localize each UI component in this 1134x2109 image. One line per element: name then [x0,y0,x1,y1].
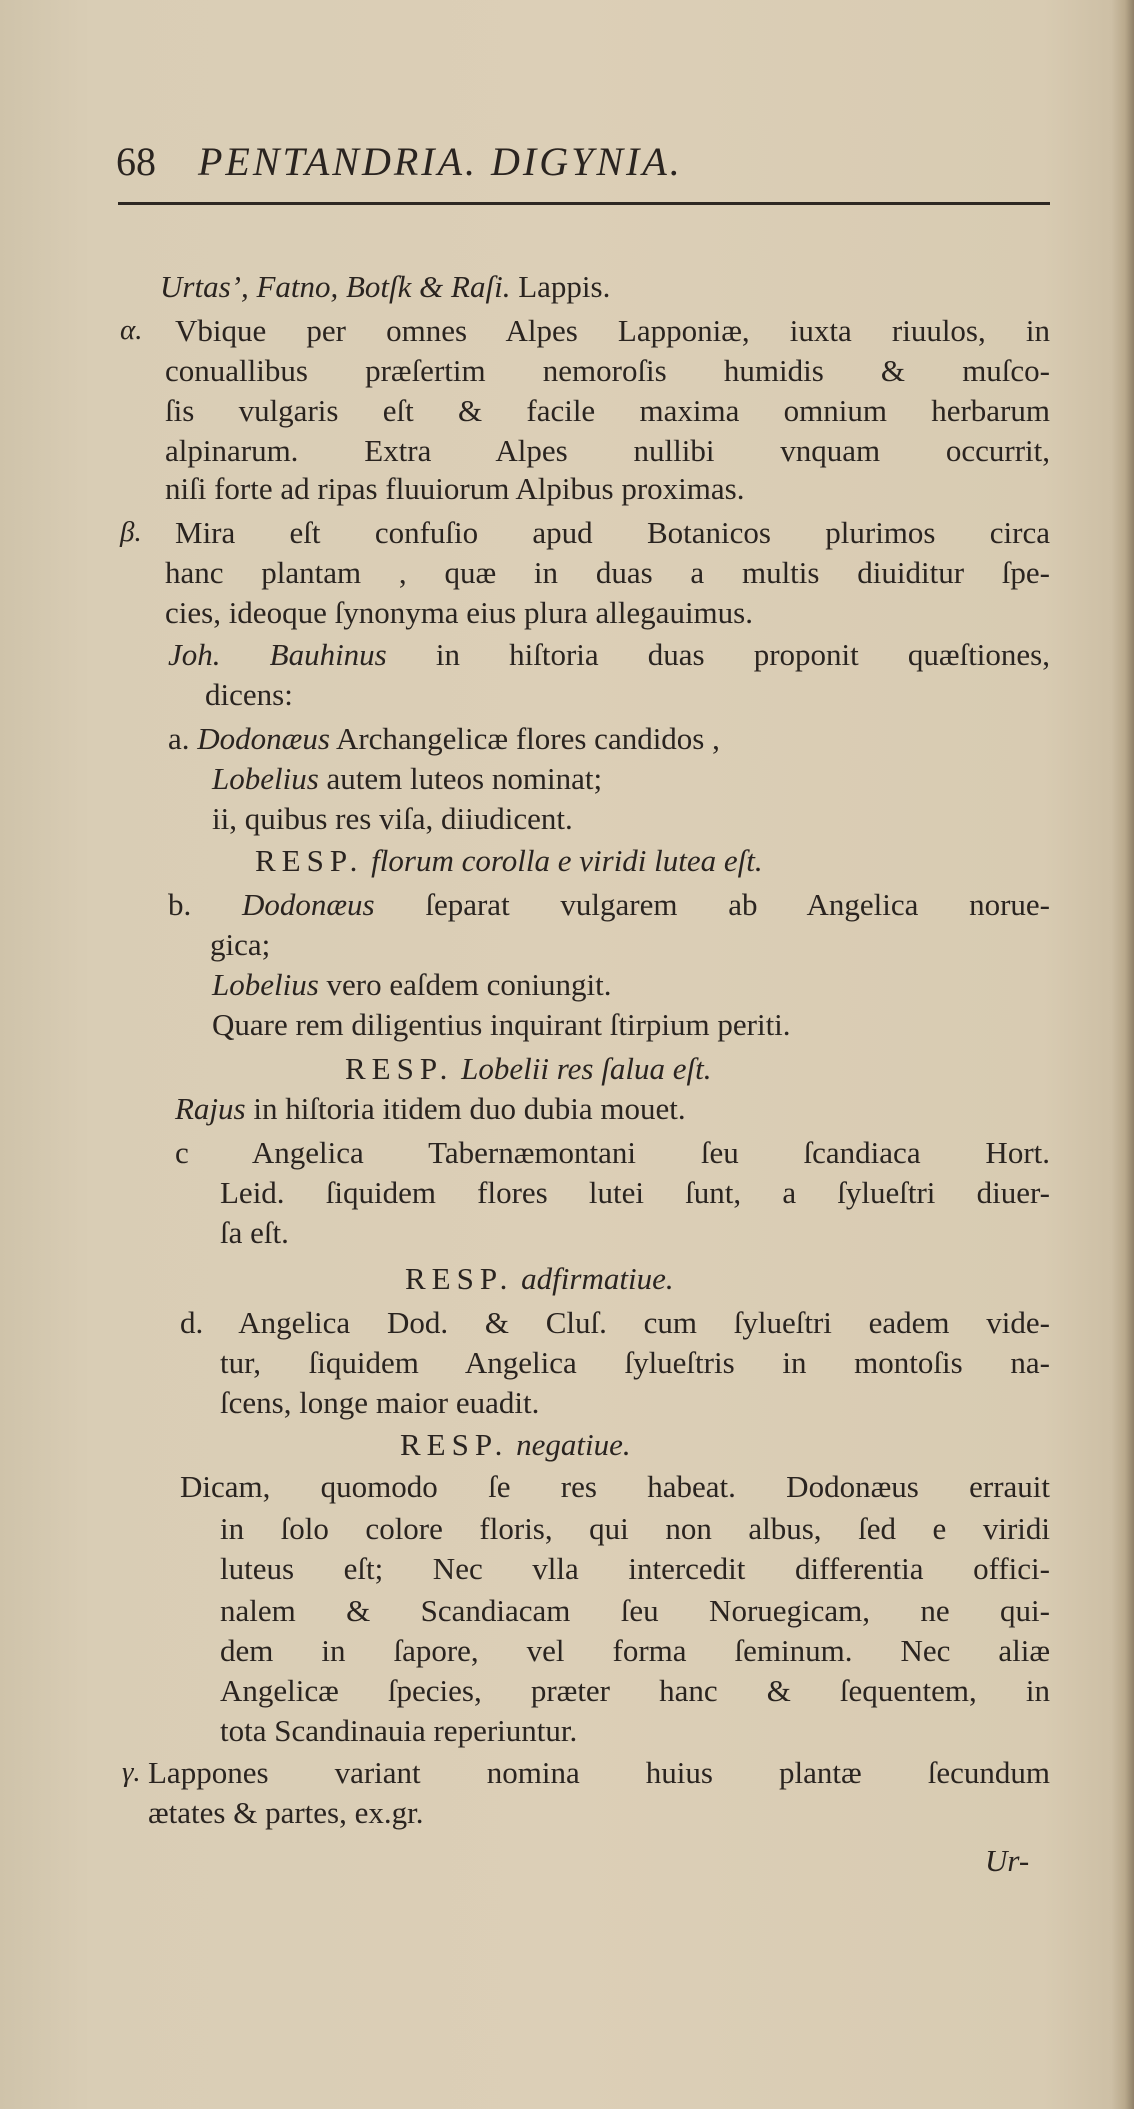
text-line [165,432,1050,470]
text-line [148,1754,1050,1792]
text-segment: Leid. ſiquidem flores lutei ſunt, a ſylueſtri diuer- [220,1175,1050,1210]
text-segment: dicens: [205,677,293,712]
text-segment: nalem & Scandiacam ſeu Noruegicam, ne qui- [220,1593,1050,1628]
text-line [168,886,1050,924]
header-rule [118,202,1050,205]
text-segment: vero eaſdem coniungit. [318,967,612,1002]
text-segment: ſis vulgaris eſt & facile maxima omnium herbarum [165,393,1050,428]
italic-text: Joh. Bauhinus [168,637,387,672]
text-line [168,720,720,758]
italic-text: Rajus [175,1091,246,1126]
text-line [212,800,573,838]
resp-label: RESP. [345,1051,454,1086]
text-segment: ii, quibus res viſa, diiudicent. [212,801,573,836]
paragraph-marker: γ. [122,1756,141,1788]
text-segment: alpinarum. Extra Alpes nullibi vnquam occurrit, [165,433,1050,468]
italic-text: Lobelius [212,967,319,1002]
resp-label: RESP. [400,1427,509,1462]
text-line [165,554,1050,592]
italic-text: negatiue. [508,1427,631,1462]
text-segment: Lappis. [510,269,611,304]
text-segment: gica; [210,927,271,962]
text-line [220,1510,1050,1548]
italic-text: Lobelii res ſalua eſt. [453,1051,712,1086]
text-line [165,352,1050,390]
resp-label: RESP. [255,843,364,878]
text-segment: cies, ideoque ſynonyma eius plura allegauimus. [165,595,753,630]
text-line [212,966,611,1004]
text-segment: d. Angelica Dod. & Cluſ. cum ſylueſtri eadem vide- [180,1305,1050,1340]
text-segment: ſcens, longe maior euadit. [220,1385,540,1420]
resp-label: RESP. [405,1261,514,1296]
text-segment: Angelicæ ſpecies, præter hanc & ſequentem, in [220,1673,1050,1708]
text-line [148,1794,424,1832]
text-segment: Mira eſt confuſio apud Botanicos plurimos circa [175,515,1050,550]
text-segment: Quare rem diligentius inquirant ſtirpium periti. [212,1007,791,1042]
text-line [220,1592,1050,1630]
text-segment: conuallibus præſertim nemoroſis humidis & muſco- [165,353,1050,388]
paragraph-marker: α. [120,314,143,346]
text-line [205,676,293,714]
text-segment: c Angelica Tabernæmontani ſeu ſcandiaca Hort. [175,1135,1050,1170]
running-title: PENTANDRIA. DIGYNIA. [198,139,683,184]
text-segment: in hiſtoria itidem duo dubia mouet. [245,1091,686,1126]
italic-text: Ur- [985,1843,1030,1878]
text-segment: Dicam, quomodo ſe res habeat. Dodonæus errauit [180,1469,1050,1504]
text-segment: tur, ſiquidem Angelica ſylueſtris in montoſis na- [220,1345,1050,1380]
italic-text: Dodonæus [197,721,330,756]
text-segment: ætates & partes, ex.gr. [148,1795,424,1830]
text-segment: autem luteos nominat; [318,761,603,796]
text-line [220,1632,1050,1670]
text-segment: tota Scandinauia reperiuntur. [220,1713,578,1748]
italic-text: florum corolla e viridi lutea eſt. [363,843,763,878]
text-line [220,1174,1050,1212]
text-line [210,926,270,964]
text-line [165,594,753,632]
text-line [212,760,602,798]
text-segment: ſa eſt. [220,1215,289,1250]
text-line [220,1672,1050,1710]
text-segment: hanc plantam , quæ in duas a multis diuiditur ſpe- [165,555,1050,590]
text-line [220,1344,1050,1382]
text-line [212,1006,791,1044]
text-segment: Lappones variant nomina huius plantæ ſecundum [148,1755,1050,1790]
italic-text: adfirmatiue. [513,1261,674,1296]
text-line [175,1134,1050,1172]
text-line [165,470,744,508]
text-segment: a. [168,721,198,756]
text-segment: luteus eſt; Nec vlla intercedit differentia offici- [220,1551,1050,1586]
text-line [220,1214,289,1252]
text-segment: in ſolo colore floris, qui non albus, ſed e viridi [220,1511,1050,1546]
text-line [400,1426,631,1464]
text-line [160,268,610,306]
text-line [180,1304,1050,1342]
text-line [220,1384,539,1422]
text-segment: Vbique per omnes Alpes Lapponiæ, iuxta riuulos, in [175,313,1050,348]
text-line [220,1712,577,1750]
text-segment: niſi forte ad ripas fluuiorum Alpibus proximas. [165,471,745,506]
text-line [175,312,1050,350]
text-segment: b. [168,887,242,922]
text-line [165,392,1050,430]
text-line [175,1090,686,1128]
text-segment: ſeparat vulgarem ab Angelica norue- [374,887,1050,922]
page-number: 68 [116,139,156,184]
text-line [985,1842,1029,1880]
italic-text: Lobelius [212,761,319,796]
text-line [220,1550,1050,1588]
text-line [175,514,1050,552]
text-segment: dem in ſapore, vel forma ſeminum. Nec aliæ [220,1633,1050,1668]
italic-text: Dodonæus [241,887,375,922]
paragraph-marker: β. [120,516,142,548]
text-line [405,1260,674,1298]
italic-text: Urtas’, Fatno, Botſk & Raſi. [160,269,511,304]
text-line [345,1050,711,1088]
text-line [180,1468,1050,1506]
text-segment: Archangelicæ flores candidos , [329,721,720,756]
text-segment: in hiſtoria duas proponit quæſtiones, [386,637,1050,672]
text-line [255,842,763,880]
text-line [168,636,1050,674]
